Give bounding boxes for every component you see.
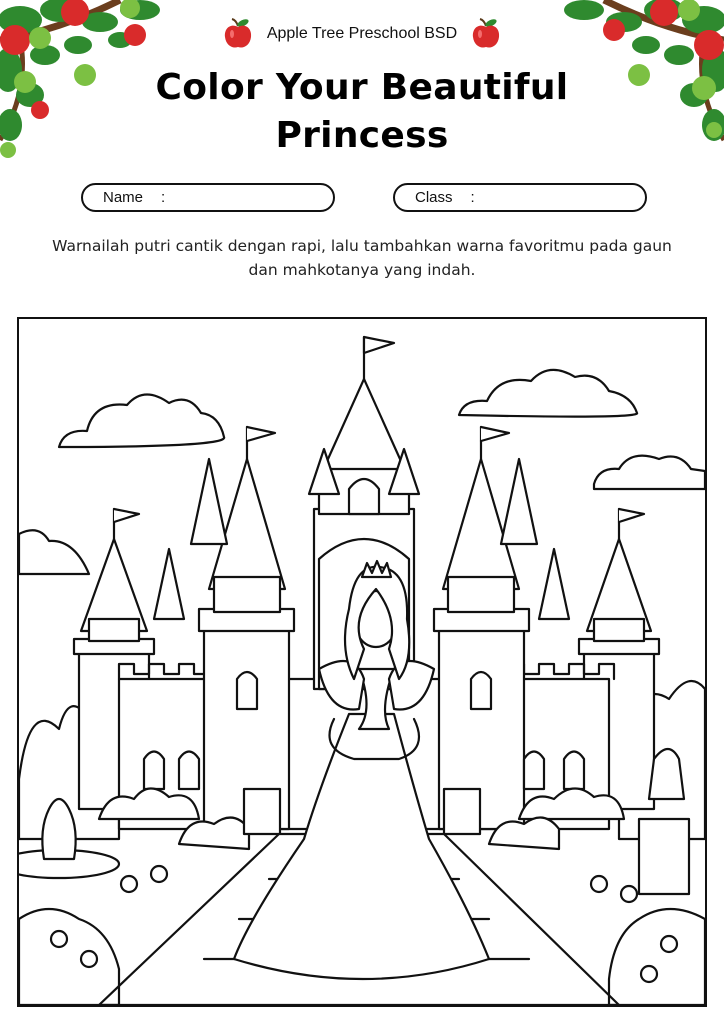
class-field[interactable] — [393, 183, 647, 212]
coloring-frame — [17, 317, 707, 1007]
name-separator: : — [161, 189, 166, 206]
school-name: Apple Tree Preschool BSD — [266, 25, 458, 42]
cloud-left — [59, 394, 224, 447]
cloud-right — [459, 370, 637, 417]
class-label: Class — [415, 189, 453, 206]
apple-icon — [471, 18, 501, 50]
school-header — [0, 18, 724, 50]
class-separator: : — [470, 189, 475, 206]
princess-castle-illustration — [19, 319, 705, 1005]
apple-icon — [223, 18, 253, 50]
name-field[interactable] — [81, 183, 335, 212]
name-label: Name — [103, 189, 144, 206]
instructions-text: Warnailah putri cantik dengan rapi, lalu tambahkan warna favoritmu pada gaun dan mahkotanya yang indah. — [52, 237, 672, 279]
page-title: Color Your Beautiful Princess — [155, 67, 569, 156]
